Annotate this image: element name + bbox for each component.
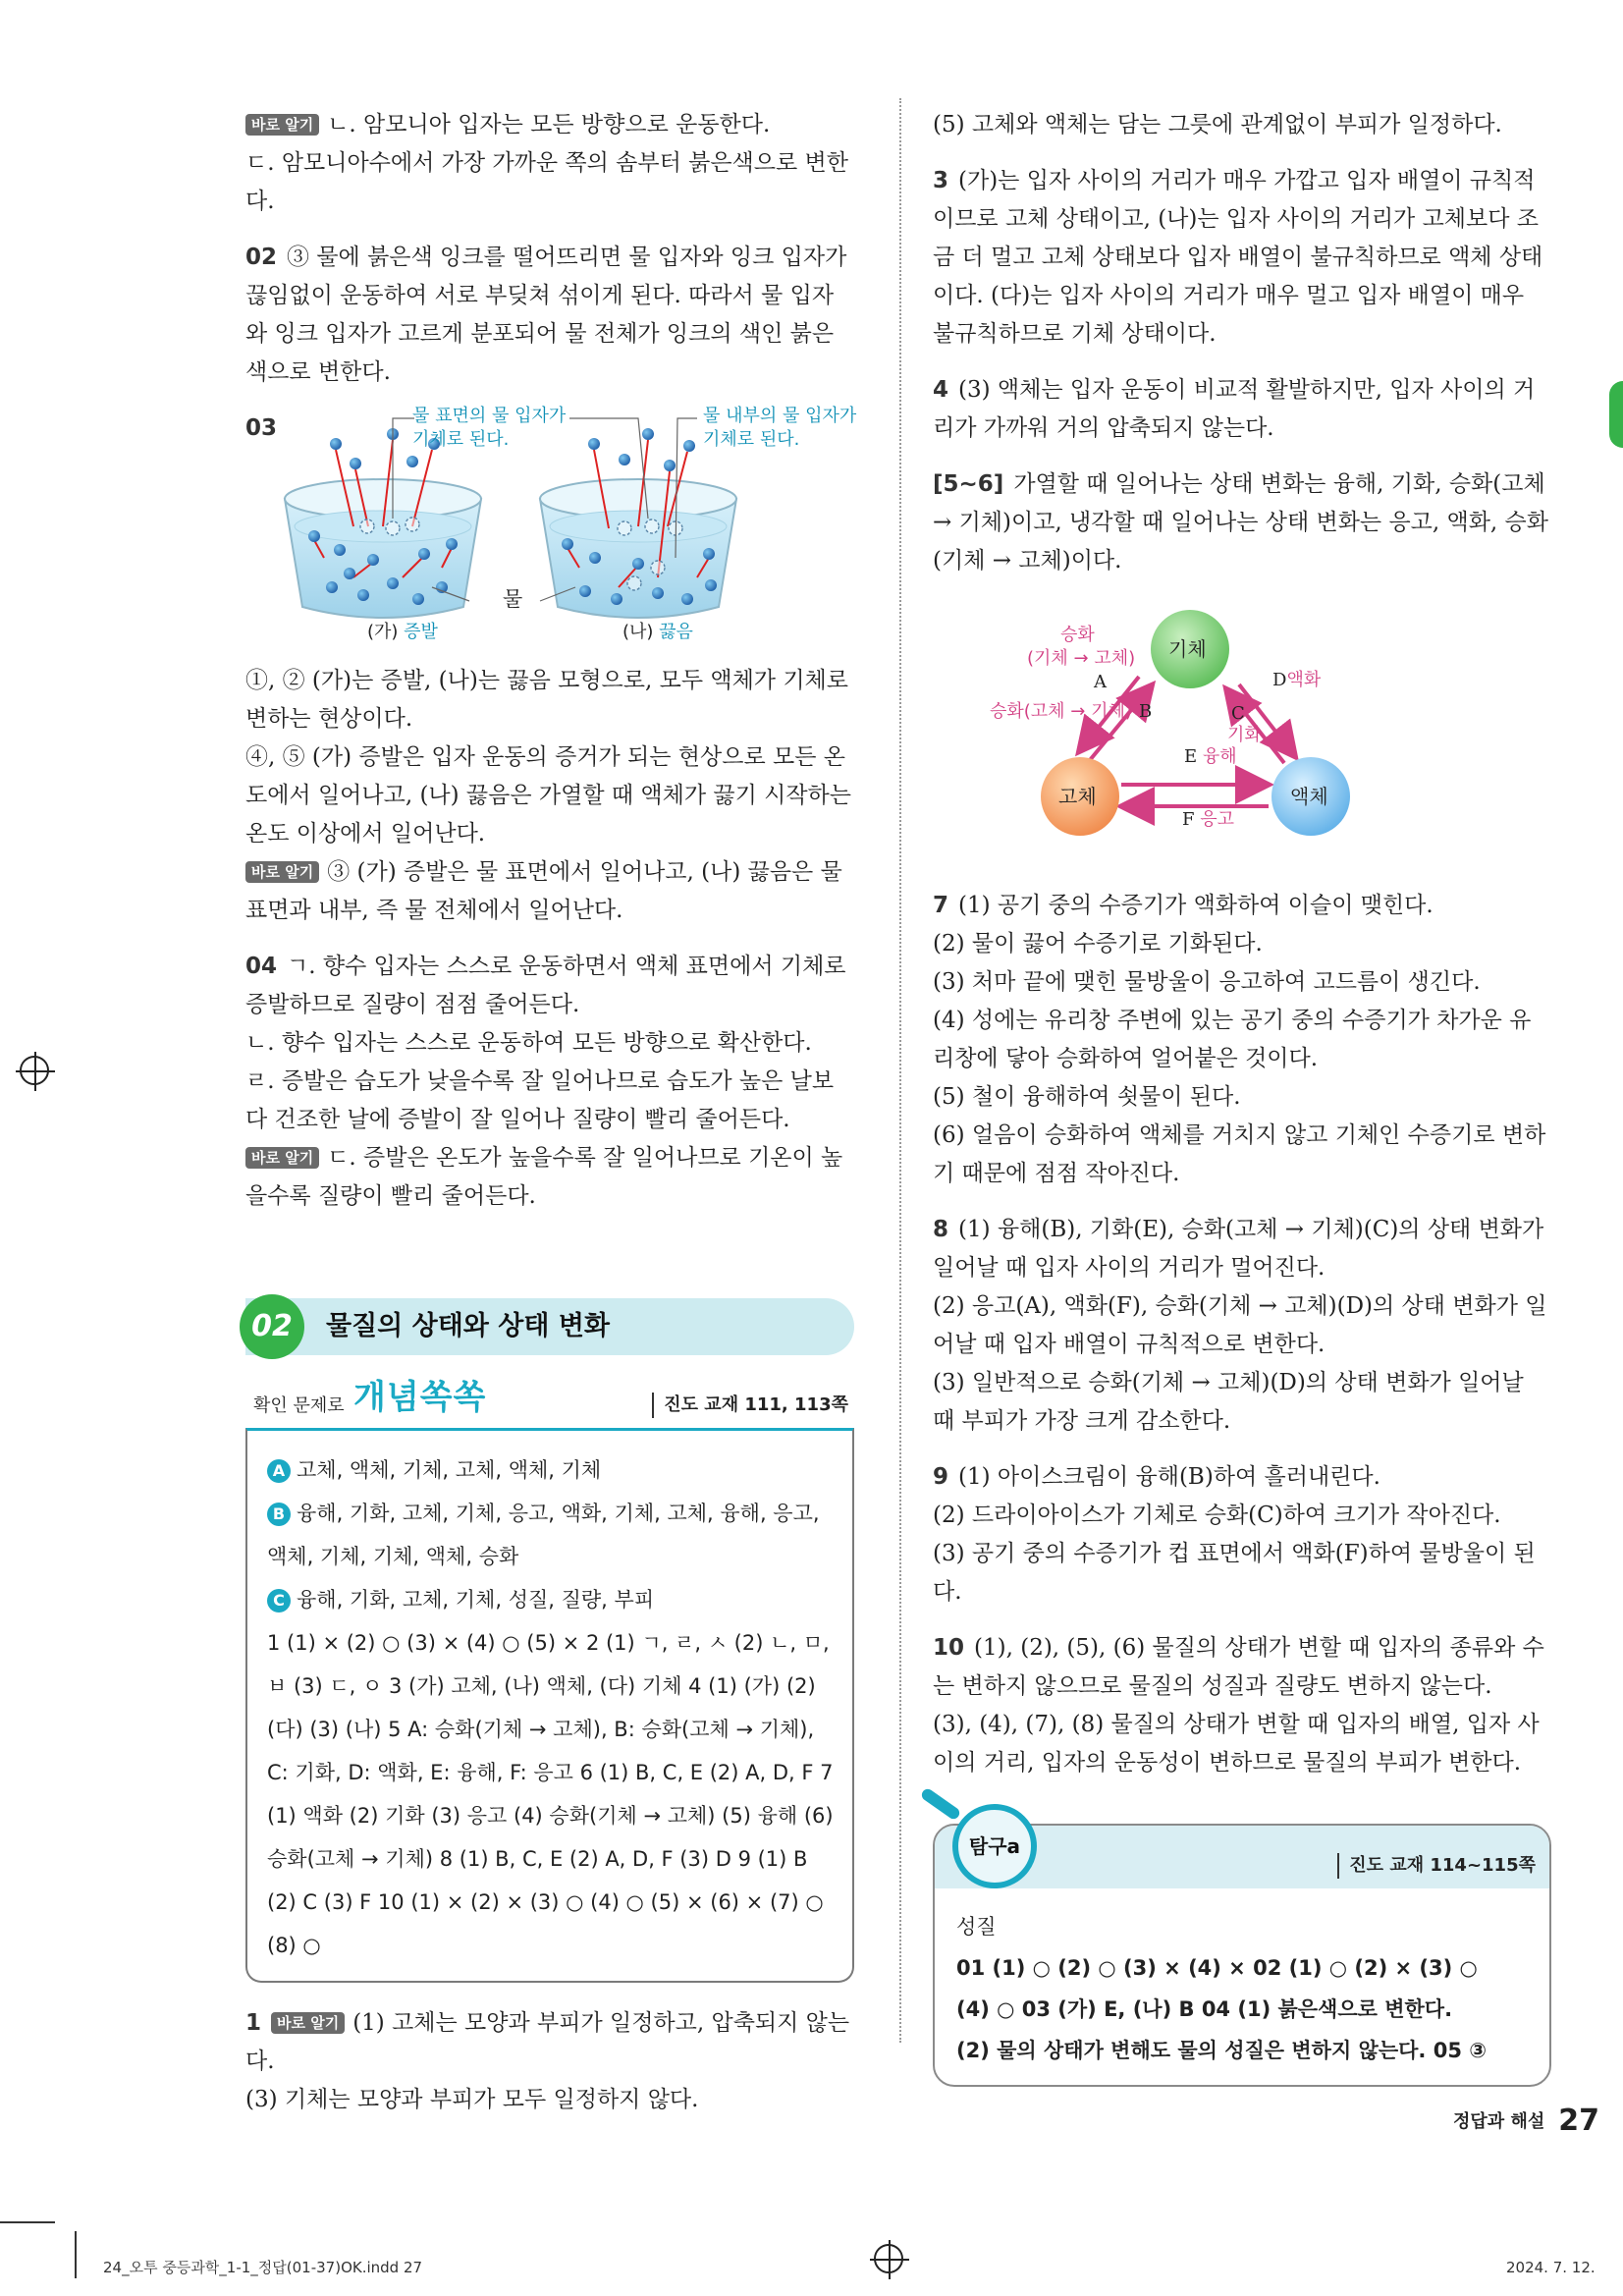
answer-text: (2) 드라이아이스가 기체로 승화(C)하여 크기가 작아진다. [933, 1503, 1501, 1528]
inquiry-answer-line: (2) 물의 상태가 변해도 물의 성질은 변하지 않는다. 05 ③ [956, 2039, 1488, 2062]
caption-a-text: 증발 [404, 622, 438, 642]
answer-5-6 [933, 465, 1551, 580]
caption-a-prefix: (가) [367, 622, 399, 642]
answer-key: 1 (1) × (2) ○ (3) × (4) ○ (5) × 2 (1) ㄱ, ㄹ, ㅅ (2) ㄴ, ㅁ, ㅂ (3) ㄷ, ㅇ 3 (가) 고체, (나) 액체, (다) 기체 4 (1) (가) (2) (다) (3) (나) 5 A: 승화(기체 → 고체), B: 승화(고체 → 기체), C: 기화, D: 액화, E: 융해, F: 응고 6 (1) B, C, E (2) A, D, F 7 (1) 액화 (2) 기화 (3) 응고 (4) 승화(기체 → 고체) (5) 융해 (6) 승화(고체 → 기체) 8 (1) B, C, E (2) A, D, F (3) D 9 (1) B (2) C (3) F 10 (1) × (2) × (3) ○ (4) ○ (5) × (6) × (7) ○ (8) ○ [267, 1631, 834, 1957]
caption-b-text: 끓음 [659, 622, 693, 642]
answer-text: ㄹ. 증발은 습도가 낮을수록 잘 일어나므로 습도가 높은 날보다 건조한 날에 증발이 잘 일어나 질량이 빨리 줄어든다. [245, 1068, 835, 1132]
footer-label: 정답과 해설 [1453, 2111, 1545, 2132]
print-date: 2024. 7. 12. [1506, 2259, 1596, 2276]
answer-text: (3) 액체는 입자 운동이 비교적 활발하지만, 입자 사이의 거리가 가까워 거의 압축되지 않는다. [933, 377, 1536, 441]
answer-text: (1) 고체는 모양과 부피가 일정하고, 압축되지 않는다. [245, 2010, 850, 2074]
label-d-letter: D [1272, 670, 1287, 690]
marker-c: C [267, 1589, 291, 1613]
inquiry-box [933, 1824, 1551, 2087]
file-name: 24_오투 중등과학_1-1_정답(01-37)OK.indd 27 [103, 2259, 423, 2276]
inquiry-answer-line: 01 (1) ○ (2) ○ (3) × (4) × 02 (1) ○ (2) × (3) ○ [956, 1956, 1478, 1980]
answer-text: (1) 공기 중의 수증기가 액화하여 이슬이 맺힌다. [958, 893, 1434, 918]
answer-line: 융해, 기화, 고체, 기체, 성질, 질량, 부피 [297, 1588, 655, 1612]
answer-text: (2) 응고(A), 액화(F), 승화(기체 → 고체)(D)의 상태 변화가 일어날 때 입자 배열이 규칙적으로 변한다. [933, 1293, 1547, 1357]
registration-mark-bottom [874, 2244, 903, 2273]
answer-text: (1) 융해(B), 기화(E), 승화(고체 → 기체)(C)의 상태 변화가 일어날 때 입자 사이의 거리가 멀어진다. [933, 1217, 1544, 1281]
textbook-pages: 진도 교재 111, 113쪽 [652, 1393, 848, 1418]
label-sublimation-up: 승화(고체 → 기체) [990, 701, 1132, 722]
text-line: ㄴ. 암모니아 입자는 모든 방향으로 운동한다. [327, 112, 771, 137]
answer-01-continued [245, 106, 854, 221]
answer-03 [245, 406, 857, 930]
registration-mark-left [20, 1056, 49, 1085]
answer-text: (2) 물이 끓어 수증기로 기화된다. [933, 931, 1263, 957]
inquiry-answer-line: (4) ○ 03 (가) E, (나) B 04 (1) 붉은색으로 변한다. [956, 1997, 1453, 2021]
answer-8 [933, 1211, 1551, 1441]
question-number: 3 [933, 168, 949, 193]
question-number: 1 [245, 2010, 262, 2036]
label-freezing: 응고 [1200, 809, 1235, 830]
answer-04 [245, 948, 854, 1216]
answer-9 [933, 1458, 1551, 1612]
state-change-diagram [933, 608, 1551, 873]
label-melting: 융해 [1202, 746, 1237, 767]
answer-text: (5) 철이 융해하여 쇳물이 된다. [933, 1084, 1241, 1110]
inquiry-heading: 성질 [956, 1915, 997, 1939]
label-f [1182, 808, 1234, 832]
inquiry-pages: 진도 교재 114~115쪽 [1337, 1853, 1536, 1879]
question-number: 7 [933, 893, 949, 918]
question-number: 9 [933, 1464, 949, 1490]
answer-7 [933, 887, 1551, 1193]
label-sublimation-down-detail: (기체 → 고체) [1027, 648, 1136, 669]
answer-text: (3) 처마 끝에 맺힌 물방울이 응고하여 고드름이 생긴다. [933, 969, 1481, 995]
section-title: 물질의 상태와 상태 변화 [326, 1311, 611, 1341]
crop-line [0, 2221, 55, 2223]
label-f-letter: F [1182, 809, 1195, 830]
answer-text: 가열할 때 일어나는 상태 변화는 융해, 기화, 승화(고체 → 기체)이고, 냉각할 때 일어나는 상태 변화는 응고, 액화, 승화(기체 → 고체)이다. [933, 471, 1548, 574]
answer-text: (3) 일반적으로 승화(기체 → 고체)(D)의 상태 변화가 일어날 때 부피가 가장 크게 감소한다. [933, 1370, 1524, 1434]
label-sublimation-down: 승화 [1060, 625, 1095, 645]
node-solid: 고체 [1058, 785, 1097, 808]
section-number-badge: 02 [240, 1294, 304, 1359]
answer-text: (5) 고체와 액체는 담는 그릇에 관계없이 부피가 일정하다. [933, 112, 1502, 137]
answer-text: ㄱ. 향수 입자는 스스로 운동하면서 액체 표면에서 기체로 증발하므로 질량이 점점 줄어든다. [245, 954, 846, 1017]
question-number: 02 [245, 245, 278, 270]
caption-a [367, 621, 438, 644]
caption-b [622, 621, 693, 644]
answer-text: (3) 기체는 모양과 부피가 모두 일정하지 않다. [245, 2087, 699, 2112]
answer-line: 고체, 액체, 기체, 고체, 액체, 기체 [297, 1458, 602, 1482]
answer-text: ①, ② (가)는 증발, (나)는 끓음 모형으로, 모두 액체가 기체로 변하는 현상이다. [245, 668, 848, 732]
inquiry-body [956, 1906, 1532, 2071]
figure-label-inside: 물 내부의 물 입자가 기체로 된다. [703, 406, 857, 450]
label-a: A [1094, 672, 1107, 692]
question-number: 8 [933, 1217, 949, 1242]
question-number: 4 [933, 377, 949, 403]
answer-text: (1) 아이스크림이 융해(B)하여 흘러내린다. [958, 1464, 1380, 1490]
answer-text: ㄴ. 향수 입자는 스스로 운동하여 모든 방향으로 확산한다. [245, 1030, 812, 1056]
correction-tag: 바로 알기 [245, 1147, 319, 1169]
inquiry-badge: 탐구a [952, 1804, 1037, 1888]
page-footer [1453, 2102, 1599, 2141]
concept-answer-box [245, 1428, 854, 1983]
concept-check-prefix: 확인 문제로 [253, 1395, 345, 1416]
marker-b: B [267, 1503, 291, 1526]
answer-10 [933, 1629, 1551, 1782]
label-b: B [1139, 701, 1153, 722]
label-vaporization: 기화 [1227, 725, 1262, 745]
crop-line [75, 2231, 77, 2278]
answer-4 [933, 371, 1551, 448]
correction-tag: 바로 알기 [245, 861, 319, 883]
node-gas: 기체 [1168, 637, 1207, 661]
figure-label-water: 물 [503, 587, 523, 611]
question-number: [5~6] [933, 471, 1004, 497]
text-line: ㄷ. 암모니아수에서 가장 가까운 쪽의 솜부터 붉은색으로 변한다. [245, 150, 848, 214]
section-header [245, 1298, 854, 1355]
left-column [245, 106, 857, 2137]
figure-label-surface: 물 표면의 물 입자가 기체로 된다. [412, 406, 567, 450]
question-number: 10 [933, 1635, 965, 1661]
answer-text: (3) 공기 중의 수증기가 컵 표면에서 액화(F)하여 물방울이 된다. [933, 1541, 1536, 1605]
correction-tag: 바로 알기 [271, 2012, 345, 2034]
caption-b-prefix: (나) [622, 622, 654, 642]
answer-text: (3), (4), (7), (8) 물질의 상태가 변할 때 입자의 배열, 입자 사이의 거리, 입자의 운동성이 변하므로 물질의 부피가 변한다. [933, 1712, 1540, 1776]
label-c: C [1231, 703, 1245, 724]
label-d [1272, 669, 1321, 692]
page-number: 27 [1558, 2104, 1599, 2138]
evaporation-boiling-figure [245, 406, 857, 646]
marker-a: A [267, 1459, 291, 1483]
question-number: 04 [245, 954, 278, 979]
magnifier-handle [920, 1786, 962, 1821]
correction-tag: 바로 알기 [245, 114, 319, 136]
answer-text: (6) 얼음이 승화하여 액체를 거치지 않고 기체인 수증기로 변하기 때문에 점점 작아진다. [933, 1122, 1546, 1186]
answer-text: ④, ⑤ (가) 증발은 입자 운동의 증거가 되는 현상으로 모든 온도에서 일어나고, (나) 끓음은 가열할 때 액체가 끓기 시작하는 온도 이상에서 일어난다. [245, 744, 851, 847]
answer-text: ㄷ. 증발은 온도가 높을수록 잘 일어나므로 기온이 높을수록 질량이 빨리 줄어든다. [245, 1145, 843, 1209]
answer-text: (1), (2), (5), (6) 물질의 상태가 변할 때 입자의 종류와 수는 변하지 않으므로 물질의 성질과 질량도 변하지 않는다. [933, 1635, 1544, 1699]
answer-text: ③ 물에 붉은색 잉크를 떨어뜨리면 물 입자와 잉크 입자가 끊임없이 운동하여 서로 부딪쳐 섞이게 된다. 따라서 물 입자와 잉크 입자가 고르게 분포되어 물 전체가 잉크의 색인 붉은색으로 변한다. [245, 245, 847, 385]
node-liquid: 액체 [1290, 785, 1328, 808]
answer-1 [245, 2004, 854, 2119]
label-condensation: 액화 [1286, 670, 1322, 690]
answer-02 [245, 239, 854, 392]
answer-text: ③ (가) 증발은 물 표면에서 일어나고, (나) 끓음은 물 표면과 내부, 즉 물 전체에서 일어난다. [245, 859, 842, 923]
answer-text: (4) 성에는 유리창 주변에 있는 공기 중의 수증기가 차가운 유리창에 닿아 승화하여 얼어붙은 것이다. [933, 1008, 1532, 1071]
concept-check-header [245, 1375, 854, 1428]
answer-3 [933, 162, 1551, 354]
right-column [933, 106, 1551, 2087]
side-tab-marker [1609, 381, 1623, 448]
concept-check-title: 개념쏙쏙 [353, 1378, 487, 1417]
question-number: 03 [245, 415, 278, 441]
answer-line: 융해, 기화, 고체, 기체, 응고, 액화, 기체, 고체, 융해, 응고, 액체, 기체, 기체, 액체, 승화 [267, 1502, 820, 1568]
label-e [1184, 745, 1237, 769]
label-e-letter: E [1184, 746, 1198, 767]
column-divider [899, 98, 901, 2043]
answer-text: (가)는 입자 사이의 거리가 매우 가깝고 입자 배열이 규칙적이므로 고체 상태이고, (나)는 입자 사이의 거리가 고체보다 조금 더 멀고 고체 상태보다 입자 배열이 불규칙하므로 액체 상태이다. (다)는 입자 사이의 거리가 매우 멀고 입자 배열이 매우 불규칙하므로 기체 상태이다. [933, 168, 1543, 347]
